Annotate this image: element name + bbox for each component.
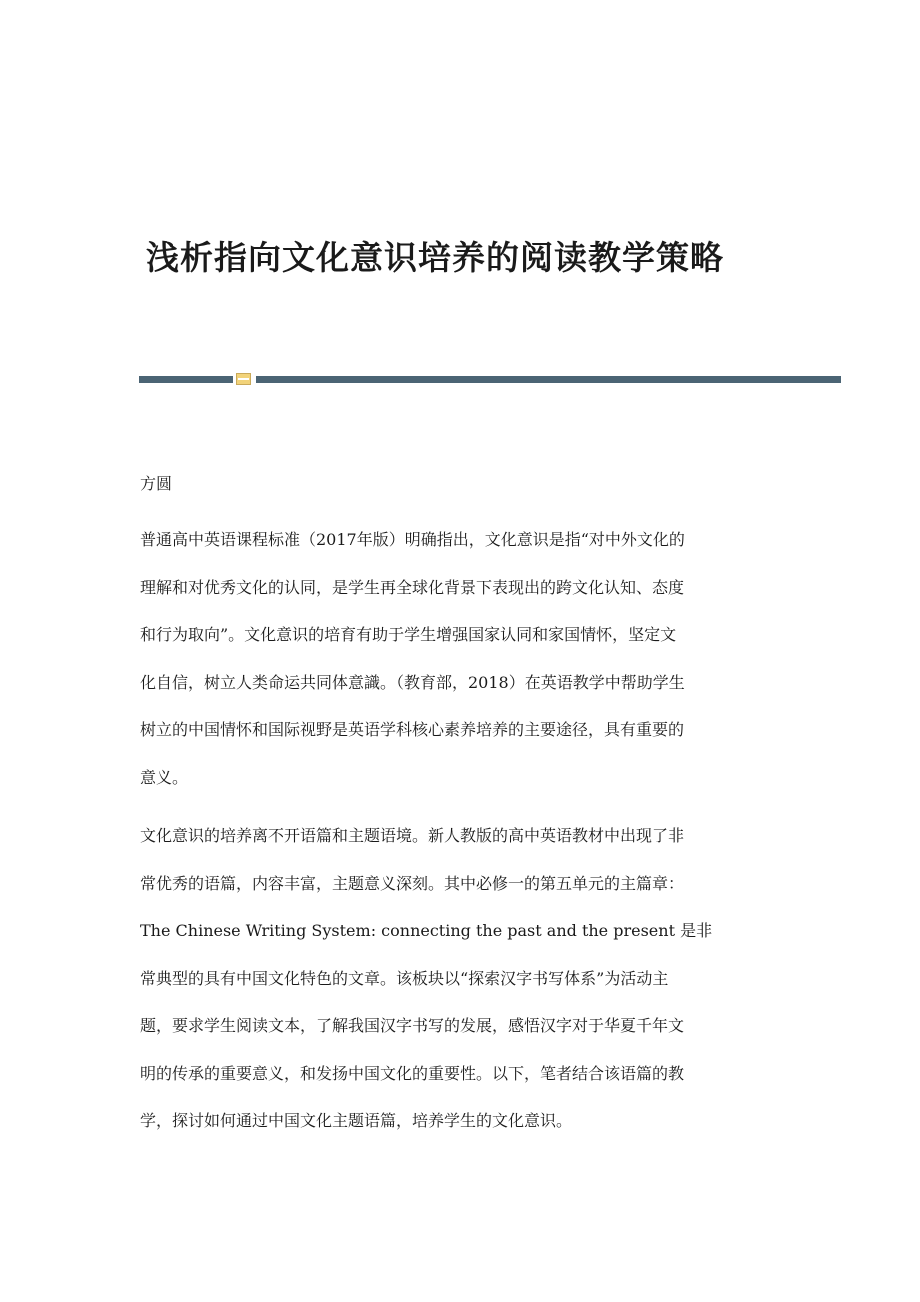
document-title: 浅析指向文化意识培养的阅读教学策略	[146, 238, 724, 278]
paragraph-line: 和行为取向”。文化意识的培育有助于学生增强国家认同和家国情怀，坚定文	[140, 625, 677, 644]
paragraph-1	[140, 528, 780, 813]
paragraph-line: 意义。	[140, 767, 189, 787]
paragraph-line: 题，要求学生阅读文本，了解我国汉字书写的发展，感悟汉字对于华夏千年文	[140, 1016, 685, 1035]
divider-marker-icon	[236, 373, 251, 385]
paragraph-line: The Chinese Writing System: connecting the past and the present 是非	[140, 921, 713, 940]
paragraph-line: 明的传承的重要意义，和发扬中国文化的重要性。以下，笔者结合该语篇的教	[140, 1063, 685, 1083]
paragraph-line: 文化意识的培养离不开语篇和主题语境。新人教版的高中英语教材中出现了非	[140, 826, 685, 845]
paragraph-line: 学，探讨如何通过中国文化主题语篇，培养学生的文化意识。	[140, 1111, 573, 1130]
paragraph-2	[140, 824, 780, 1157]
paragraph-line: 树立的中国情怀和国际视野是英语学科核心素养培养的主要途径，具有重要的	[140, 720, 685, 739]
paragraph-line: 常典型的具有中国文化特色的文章。该板块以“探索汉字书写体系”为活动主	[140, 968, 669, 988]
author-name: 方圆	[140, 474, 173, 493]
divider-bar-left	[139, 376, 233, 383]
paragraph-line: 理解和对优秀文化的认同，是学生再全球化背景下表现出的跨文化认知、态度	[140, 577, 685, 597]
title-divider	[139, 371, 841, 387]
divider-bar-right	[256, 376, 841, 383]
paragraph-line: 普通高中英语课程标准（2017年版）明确指出，文化意识是指“对中外文化的	[140, 530, 685, 549]
paragraph-line: 常优秀的语篇，内容丰富，主题意义深刻。其中必修一的第五单元的主篇章：	[140, 873, 685, 893]
paragraph-line: 化自信，树立人类命运共同体意識。（教育部，2018）在英语教学中帮助学生	[140, 672, 685, 692]
